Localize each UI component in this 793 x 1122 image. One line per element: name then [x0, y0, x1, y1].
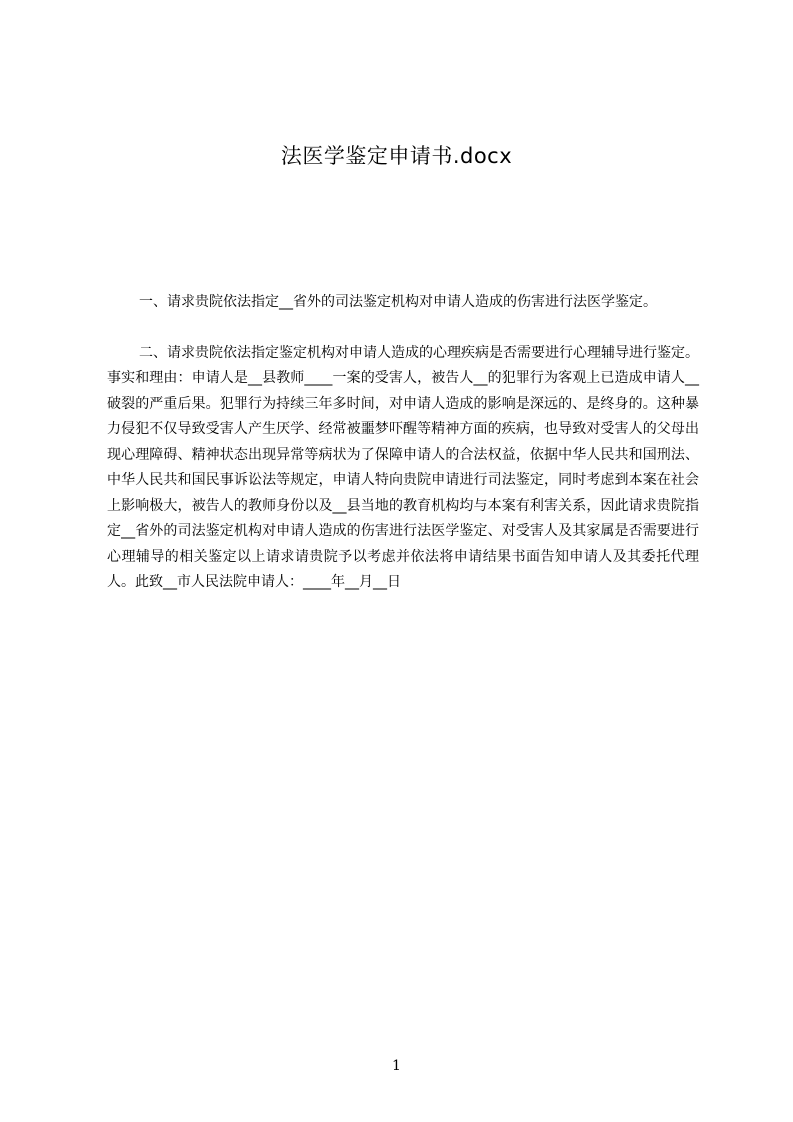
page-number: 1 — [392, 1058, 401, 1074]
paragraph-request-one: 一、请求贵院依法指定__省外的司法鉴定机构对申请人造成的伤害进行法医学鉴定。 — [139, 294, 657, 310]
document-body — [107, 290, 699, 596]
document-title: 法医学鉴定申请书.docx — [280, 144, 513, 168]
paragraph-request-two: 二、请求贵院依法指定鉴定机构对申请人造成的心理疾病是否需要进行心理辅导进行鉴定。事实和理由：申请人是__县教师____一案的受害人，被告人__的犯罪行为客观上已造成申请人__破裂的严重后果。犯罪行为持续三年多时间，对申请人造成的影响是深远的、是终身的。这种暴力侵犯不仅导致受害人产生厌学、经常被噩梦吓醒等精神方面的疾病，也导致对受害人的父母出现心理障碍、精神状态出现异常等病状为了保障申请人的合法权益，依据中华人民共和国刑法、中华人民共和国民事诉讼法等规定，申请人特向贵院申请进行司法鉴定，同时考虑到本案在社会上影响极大，被告人的教师身份以及__县当地的教育机构均与本案有利害关系，因此请求贵院指定__省外的司法鉴定机构对申请人造成的伤害进行法医学鉴定、对受害人及其家属是否需要进行心理辅导的相关鉴定以上请求请贵院予以考虑并依法将申请结果书面告知申请人及其委托代理人。此致__市人民法院申请人：____年__月__日 — [107, 344, 699, 590]
